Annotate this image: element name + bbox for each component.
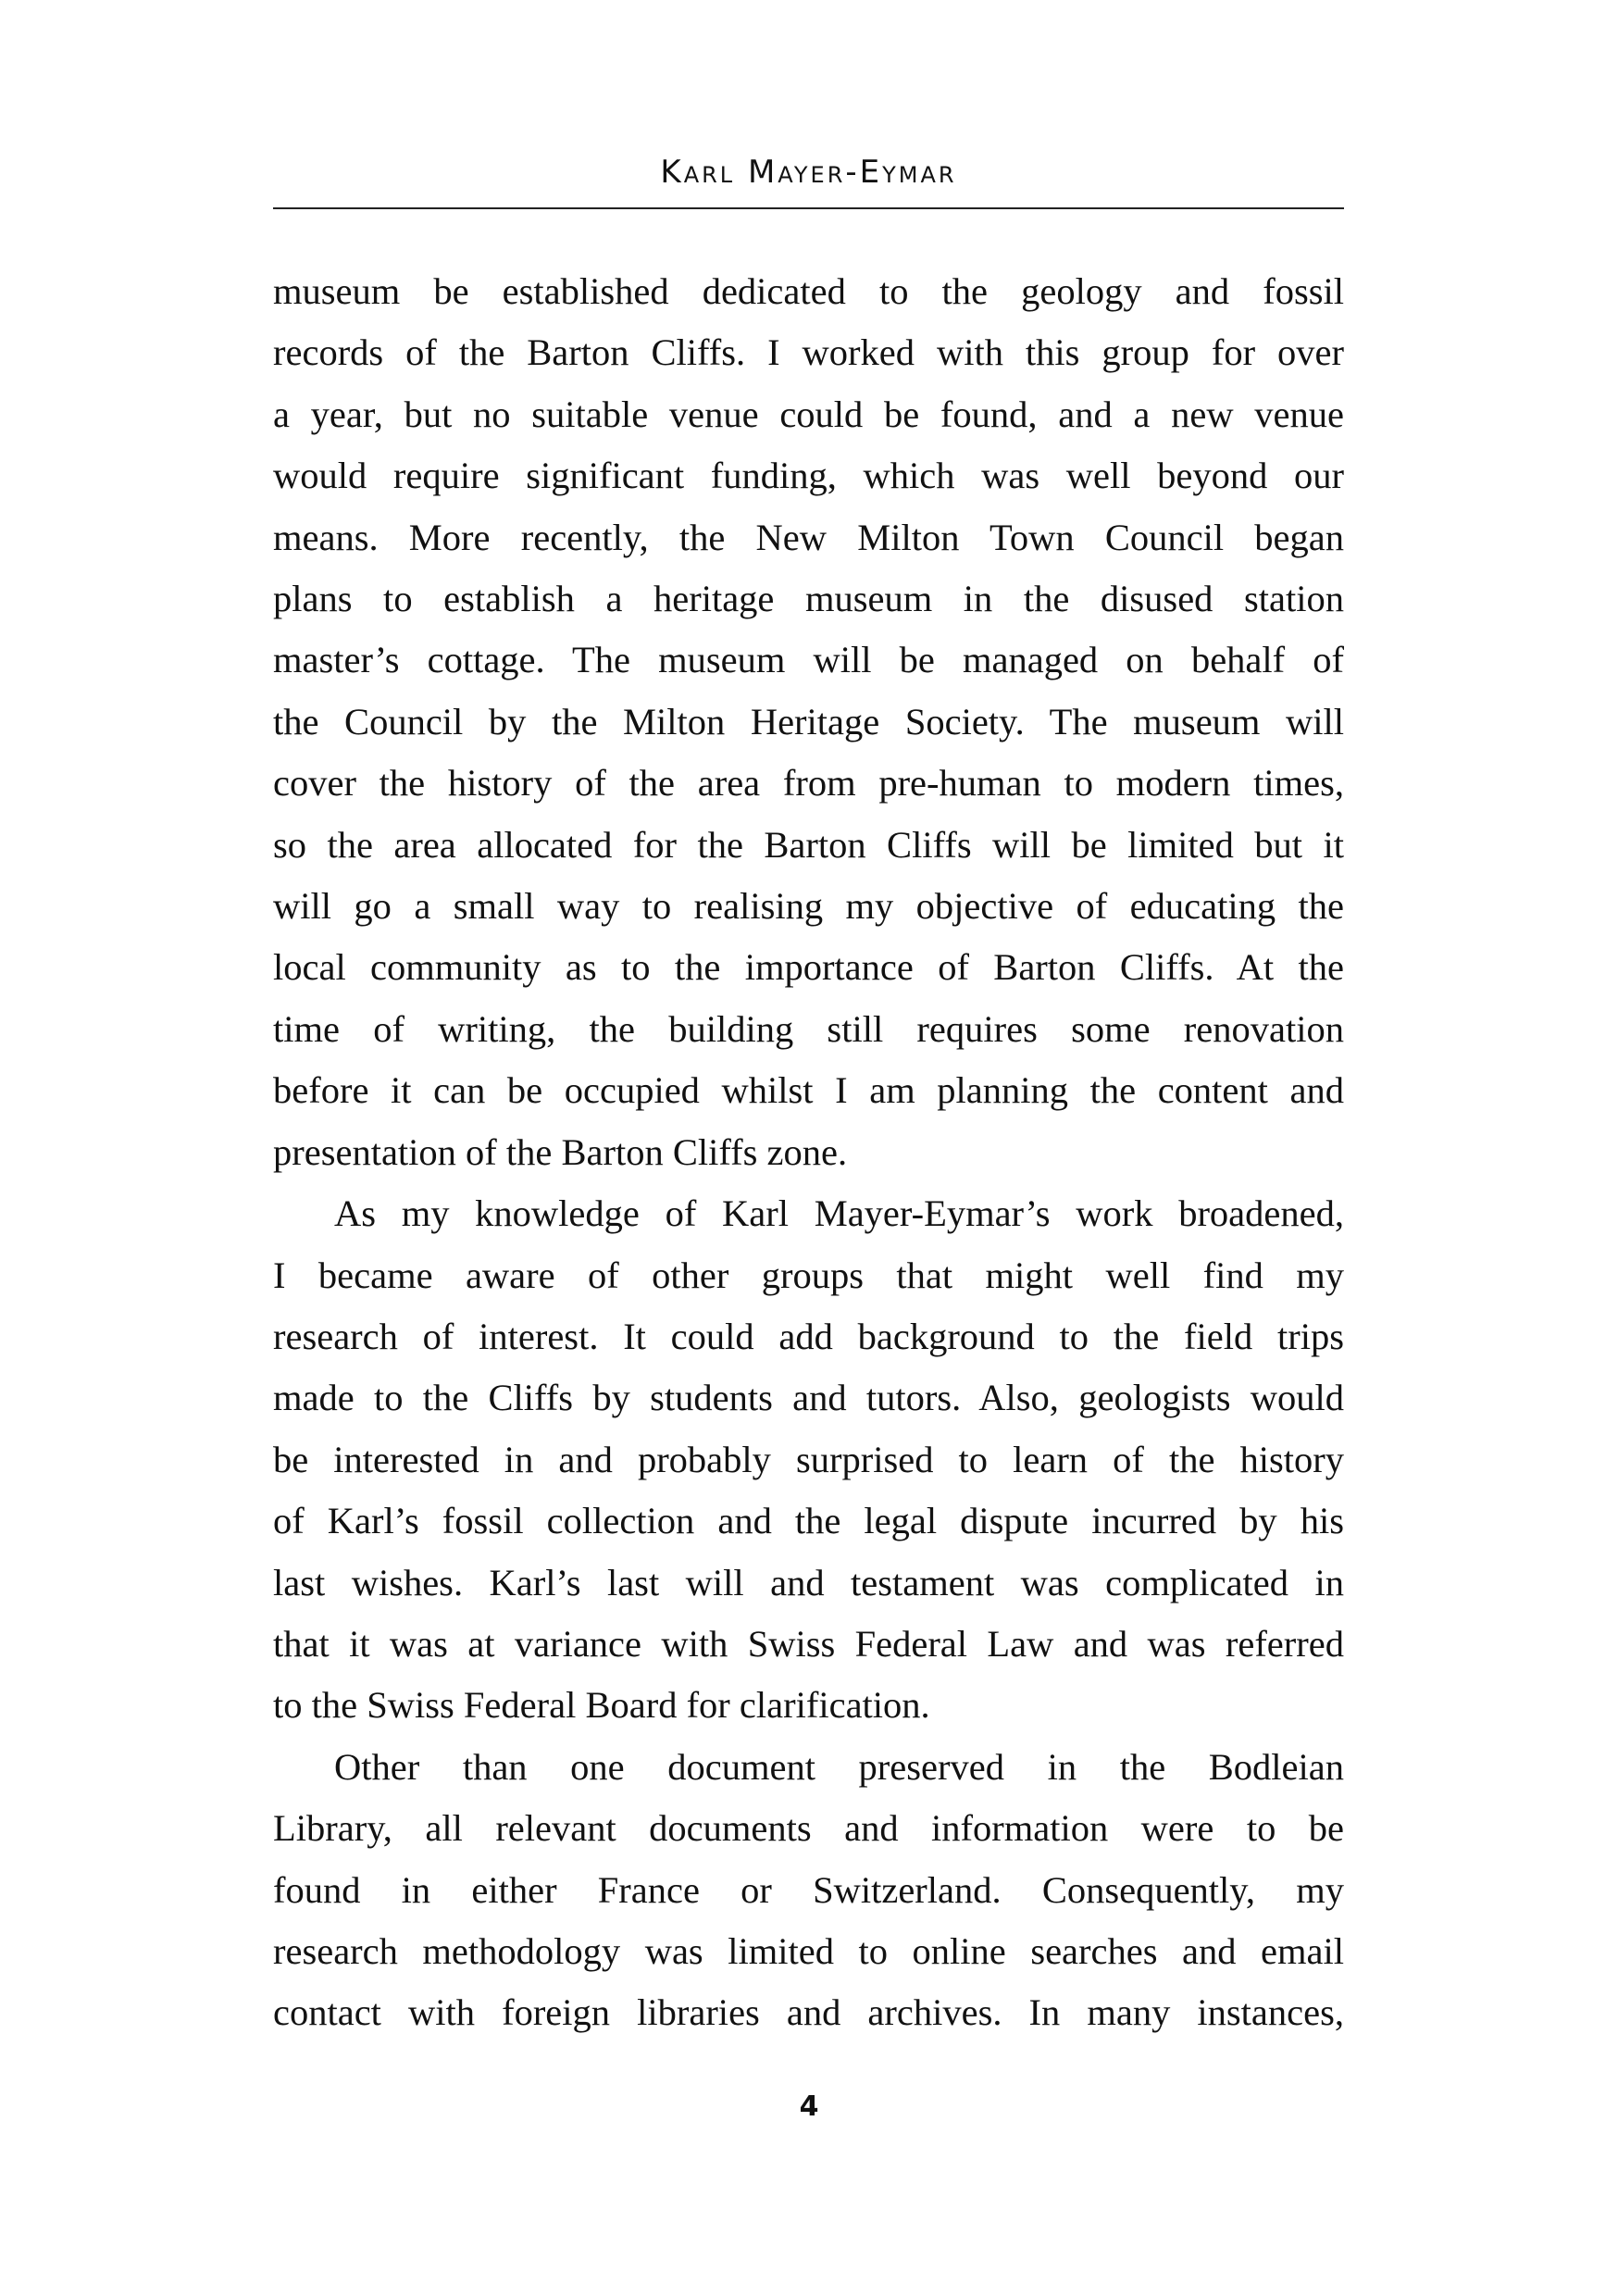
text-line: before it can be occupied whilst I am planning the content and (273, 1069, 1344, 1112)
text-line: that it was at variance with Swiss Federal Law and was referred (273, 1622, 1344, 1665)
text-line: cover the history of the area from pre-human to modern times, (273, 762, 1344, 805)
body-text (273, 261, 1344, 2044)
text-line: records of the Barton Cliffs. I worked with this group for over (273, 331, 1344, 374)
text-line: last wishes. Karl’s last will and testament was complicated in (273, 1561, 1344, 1603)
text-line: a year, but no suitable venue could be found, and a new venue (273, 393, 1344, 435)
text-line: contact with foreign libraries and archives. In many instances, (273, 1991, 1344, 2034)
text-line: presentation of the Barton Cliffs zone. (273, 1130, 848, 1173)
text-line: of Karl’s fossil collection and the legal dispute incurred by his (273, 1500, 1344, 1542)
page-number: 4 (799, 2090, 819, 2123)
paragraph-3 (273, 1737, 1344, 2044)
running-head: Karl Mayer-Eymar (660, 154, 957, 191)
text-line: master’s cottage. The museum will be managed on behalf of (273, 639, 1344, 681)
text-line: so the area allocated for the Barton Cliffs will be limited but it (273, 823, 1344, 866)
text-line: As my knowledge of Karl Mayer-Eymar’s work broadened, (334, 1192, 1344, 1235)
text-line: Library, all relevant documents and information were to be (273, 1807, 1344, 1850)
text-line: made to the Cliffs by students and tutors. Also, geologists would (273, 1377, 1344, 1419)
header-rule (273, 207, 1344, 209)
text-line: local community as to the importance of Barton Cliffs. At the (273, 946, 1344, 989)
text-line: Other than one document preserved in the Bodleian (334, 1745, 1344, 1788)
text-line: be interested in and probably surprised to learn of the history (273, 1438, 1344, 1480)
paragraph-2 (273, 1183, 1344, 1737)
paragraph-1 (273, 261, 1344, 1183)
text-line: means. More recently, the New Milton Town Council began (273, 516, 1344, 558)
text-line: research methodology was limited to online searches and email (273, 1929, 1344, 1972)
text-line: would require significant funding, which was well beyond our (273, 455, 1344, 497)
text-line: time of writing, the building still requires some renovation (273, 1007, 1344, 1050)
text-line: found in either France or Switzerland. Consequently, my (273, 1868, 1344, 1911)
text-line: will go a small way to realising my objective of educating the (273, 885, 1344, 928)
text-line: research of interest. It could add background to the field trips (273, 1315, 1344, 1357)
text-line: to the Swiss Federal Board for clarification. (273, 1684, 930, 1727)
text-line: plans to establish a heritage museum in the disused station (273, 578, 1344, 620)
text-line: museum be established dedicated to the geology and fossil (273, 270, 1344, 312)
text-line: the Council by the Milton Heritage Society. The museum will (273, 700, 1344, 742)
text-line: I became aware of other groups that might well find my (273, 1254, 1344, 1296)
